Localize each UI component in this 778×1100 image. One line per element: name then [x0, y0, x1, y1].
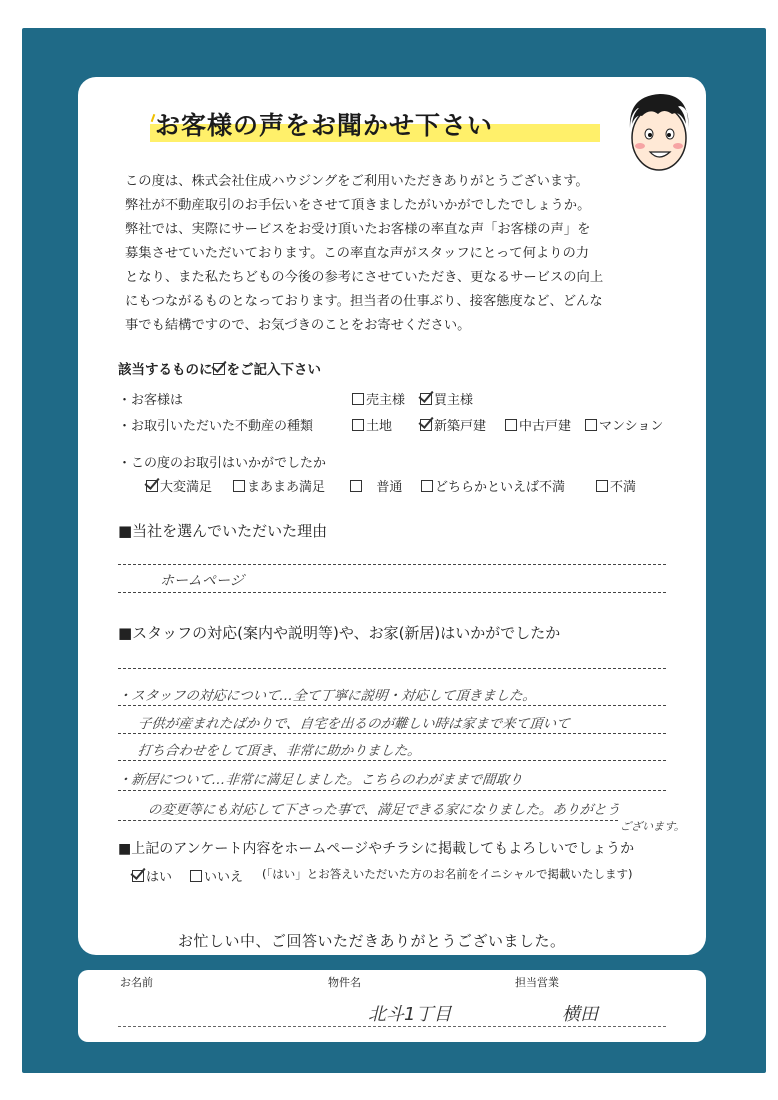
instruction-pre: 該当するものに	[118, 362, 213, 378]
option-very-satisfied[interactable]: 大変満足	[146, 476, 212, 495]
option-new-house[interactable]: 新築戸建	[420, 415, 486, 434]
checkbox[interactable]	[421, 480, 433, 492]
checkbox[interactable]	[420, 393, 432, 405]
intro-line: 事でも結構ですので、お気づきのことをお寄せください。	[125, 318, 471, 333]
answer-line	[118, 760, 666, 761]
staff-answer-line[interactable]: ・新居について…非常に満足しました。こちらのわがままで間取り	[116, 772, 524, 788]
option-dissatisfied[interactable]: 不満	[596, 476, 636, 495]
checkbox[interactable]	[420, 419, 432, 431]
checkbox[interactable]	[190, 870, 202, 882]
checkbox[interactable]	[596, 480, 608, 492]
property-label: 物件名	[328, 976, 361, 989]
answer-line	[118, 592, 666, 593]
checkbox[interactable]	[132, 870, 144, 882]
intro-line: にもつながるものとなっております。担当者の仕事ぶり、接客態度など、どんな	[125, 294, 603, 309]
staff-answer-line[interactable]: ・スタッフの対応について…全て丁寧に説明・対応して頂きました。	[116, 688, 537, 704]
intro-line: となり、また私たちどもの今後の参考にさせていただき、更なるサービスの向上	[125, 270, 604, 285]
property-value[interactable]: 北斗1丁目	[368, 1004, 452, 1025]
staff-answer-line[interactable]: 子供が産まれたばかりで、自宅を出るのが難しい時は家まで来て頂いて	[136, 716, 571, 732]
answer-line	[118, 820, 618, 821]
checkbox[interactable]	[352, 393, 364, 405]
checkbox[interactable]	[233, 480, 245, 492]
intro-line: 弊社では、実際にサービスをお受け頂いたお客様の率直な声「お客様の声」を	[125, 222, 591, 237]
option-condo[interactable]: マンション	[585, 415, 663, 434]
answer-line	[118, 564, 666, 565]
question-customer-type: ・お客様は	[118, 393, 184, 408]
answer-line	[118, 705, 666, 706]
option-seller[interactable]: 売主様	[352, 389, 405, 408]
reason-answer[interactable]: ホームページ	[159, 573, 245, 589]
checkbox[interactable]	[505, 419, 517, 431]
option-publish-yes[interactable]: はい	[132, 866, 172, 885]
question-property-type: ・お取引いただいた不動産の種類	[118, 419, 314, 434]
thanks-message: お忙しい中、ご回答いただきありがとうございました。	[178, 932, 566, 950]
answer-line	[118, 668, 666, 669]
staff-answer-line[interactable]: ございます。	[619, 820, 686, 833]
staff-answer-line[interactable]: 打ち合わせをして頂き、非常に助かりました。	[136, 743, 422, 759]
option-buyer[interactable]: 買主様	[420, 389, 473, 408]
option-used-house[interactable]: 中古戸建	[505, 415, 571, 434]
page-title: お客様の声をお聞かせ下さい	[155, 111, 494, 140]
option-publish-no[interactable]: いいえ	[190, 866, 243, 885]
publish-question: ■上記のアンケート内容をホームページやチラシに掲載してもよろしいでしょうか	[118, 841, 635, 857]
example-checkbox	[213, 363, 225, 375]
intro-text	[125, 170, 665, 338]
staff-answer-line[interactable]: の変更等にも対応して下さった事で、満足できる家になりました。ありがとう	[146, 802, 621, 818]
answer-line	[118, 733, 666, 734]
intro-line: 弊社が不動産取引のお手伝いをさせて頂きましたがいかがでしたでしょうか。	[125, 198, 591, 213]
checkbox[interactable]	[585, 419, 597, 431]
intro-line: 募集させていただいております。この率直な声がスタッフにとって何よりの力	[125, 246, 590, 261]
name-label: お名前	[120, 976, 153, 989]
reason-heading: ■当社を選んでいただいた理由	[118, 522, 328, 540]
option-land[interactable]: 土地	[352, 415, 392, 434]
staff-label: 担当営業	[515, 976, 559, 989]
staff-value[interactable]: 横田	[562, 1004, 598, 1025]
option-fairly-satisfied[interactable]: まあまあ満足	[233, 476, 325, 495]
answer-line	[118, 790, 666, 791]
checkbox[interactable]	[352, 419, 364, 431]
name-line	[118, 1026, 666, 1027]
question-satisfaction: ・この度のお取引はいかがでしたか	[118, 456, 327, 471]
intro-line: この度は、株式会社住成ハウジングをご利用いただきありがとうございます。	[125, 174, 589, 189]
option-normal[interactable]: 普通	[350, 476, 402, 495]
checkbox[interactable]	[350, 480, 362, 492]
staff-heading: ■スタッフの対応(案内や説明等)や、お家(新居)はいかがでしたか	[118, 624, 561, 642]
check-instruction	[118, 358, 321, 378]
option-somewhat-dissatisfied[interactable]: どちらかといえば不満	[421, 476, 565, 495]
mascot-face-icon	[620, 88, 698, 178]
instruction-post: をご記入下さい	[226, 362, 321, 378]
checkbox[interactable]	[146, 480, 158, 492]
publish-note: (「はい」とお答えいただいた方のお名前をイニシャルで掲載いたします)	[262, 867, 633, 881]
